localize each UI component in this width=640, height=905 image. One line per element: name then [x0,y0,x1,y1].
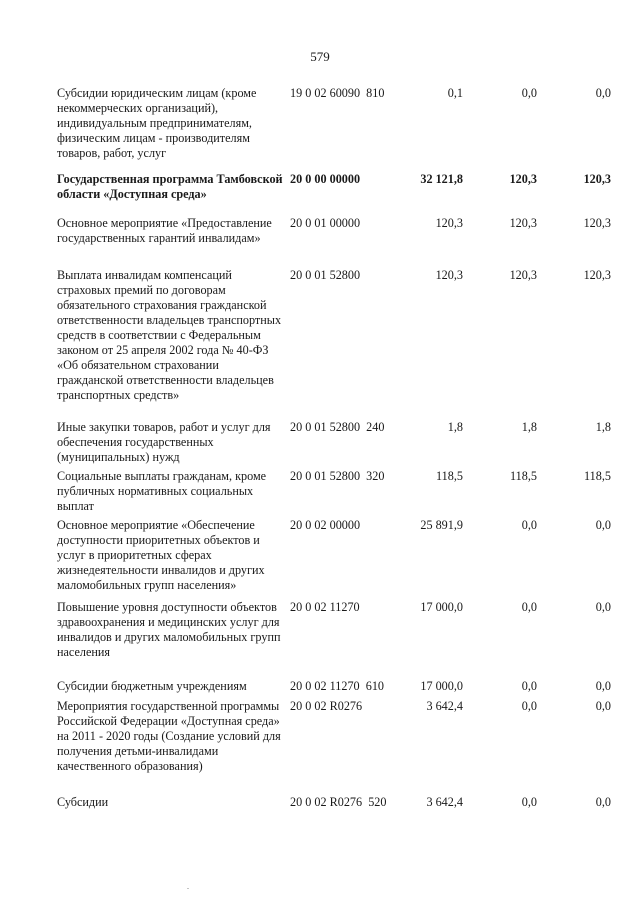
row-name: Повышение уровня доступности объектов здравоохранения и медицинских услуг для инвалидов и других маломобильных групп населения [57,600,281,659]
row-value-2: 0,0 [521,699,537,713]
table-row [57,172,617,216]
row-value-1: 3 642,4 [426,795,463,809]
row-value-3: 120,3 [583,216,611,230]
table-row [57,216,617,268]
row-value-1: 3 642,4 [426,699,463,713]
row-code: 20 0 01 52800 [290,268,361,282]
row-code: 20 0 02 00000 [290,518,361,532]
row-name: Основное мероприятие «Обеспечение доступности приоритетных объектов и услуг в приоритетных сферах жизнедеятельности инвалидов и других маломобильных групп населения» [57,518,265,592]
budget-table [57,86,617,815]
row-value-3: 120,3 [583,172,611,186]
row-value-2: 0,0 [521,795,537,809]
row-name: Субсидии бюджетным учреждениям [57,679,247,693]
row-name: Государственная программа Тамбовской области «Доступная среда» [57,172,283,201]
row-name: Субсидии [57,795,109,809]
row-code: 20 0 01 52800 320 [290,469,385,483]
row-value-1: 0,1 [447,86,463,100]
row-code: 20 0 01 00000 [290,216,361,230]
row-value-1: 118,5 [436,469,463,483]
row-code: 20 0 01 52800 240 [290,420,385,434]
row-value-3: 118,5 [584,469,611,483]
row-value-2: 120,3 [509,216,537,230]
row-value-1: 1,8 [447,420,463,434]
row-code: 20 0 02 11270 [290,600,360,614]
row-code: 20 0 00 00000 [290,172,361,186]
footer-mark: . [187,882,189,891]
row-value-1: 17 000,0 [420,600,463,614]
row-value-3: 0,0 [595,679,611,693]
row-code: 20 0 02 R0276 520 [290,795,387,809]
row-name: Социальные выплаты гражданам, кроме публичных нормативных социальных выплат [57,469,267,513]
row-code: 20 0 02 R0276 [290,699,363,713]
table-row [57,268,617,420]
table-row [57,679,617,699]
row-value-2: 120,3 [509,268,537,282]
table-row [57,795,617,815]
row-value-2: 0,0 [521,518,537,532]
row-code: 20 0 02 11270 610 [290,679,385,693]
row-value-3: 0,0 [595,699,611,713]
row-value-3: 1,8 [595,420,611,434]
row-value-3: 0,0 [595,600,611,614]
table-row [57,469,617,518]
table-row [57,420,617,469]
row-value-2: 1,8 [521,420,537,434]
row-value-2: 120,3 [509,172,537,186]
row-value-3: 0,0 [595,518,611,532]
row-value-1: 17 000,0 [420,679,463,693]
table-row [57,86,617,172]
row-name: Иные закупки товаров, работ и услуг для обеспечения государственных (муниципальных) нужд [57,420,271,464]
table-row [57,518,617,600]
row-code: 19 0 02 60090 810 [290,86,385,100]
row-name: Субсидии юридическим лицам (кроме некоммерческих организаций), индивидуальным предпринимателям, физическим лицам - производителям товаров, работ, услуг [57,86,257,160]
table-row [57,699,617,795]
row-value-3: 0,0 [595,86,611,100]
row-value-2: 0,0 [521,600,537,614]
row-value-1: 120,3 [435,216,463,230]
row-value-1: 32 121,8 [420,172,463,186]
row-value-2: 0,0 [521,86,537,100]
row-name: Мероприятия государственной программы Российской Федерации «Доступная среда» на 2011 - 2020 годы (Создание условий для получения детьми-инвалидами качественного образования) [57,699,281,773]
page-number: 579 [310,49,330,64]
row-value-3: 0,0 [595,795,611,809]
row-name: Выплата инвалидам компенсаций страховых премий по договорам обязательного страхования гражданской ответственности владельцев транспортных средств в соответствии с Федеральным законом от 25 апреля 2002 года № 40-ФЗ «Об обязательном страховании гражданской ответственности владельцев транспортных средств» [57,268,282,402]
row-value-2: 118,5 [510,469,537,483]
row-value-2: 0,0 [521,679,537,693]
row-value-1: 25 891,9 [420,518,463,532]
table-row [57,600,617,679]
row-value-1: 120,3 [435,268,463,282]
row-value-3: 120,3 [583,268,611,282]
row-name: Основное мероприятие «Предоставление государственных гарантий инвалидам» [57,216,272,245]
